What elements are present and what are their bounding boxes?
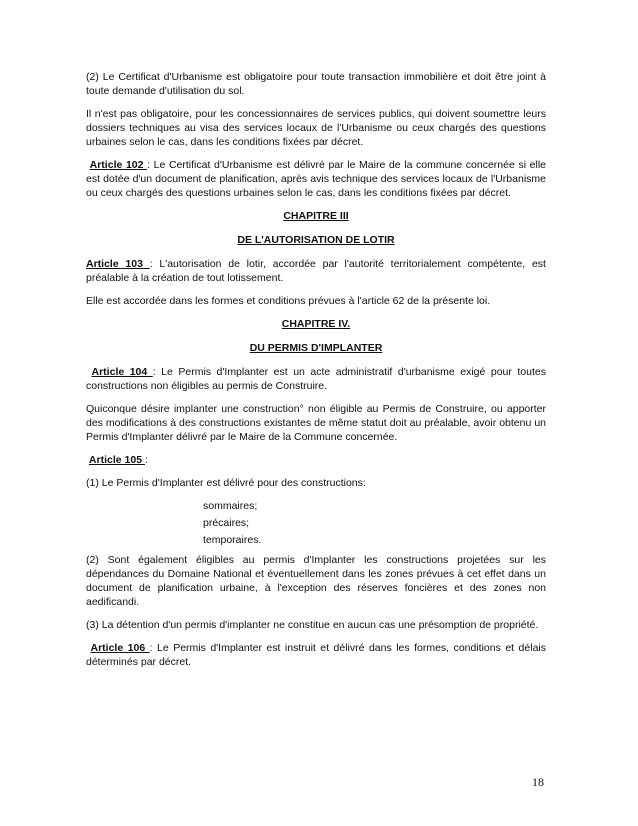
article-105 — [86, 453, 546, 467]
article-104-label: Article 104 — [91, 366, 153, 378]
document-body — [86, 70, 546, 678]
paragraph-certificat-obligatoire: (2) Le Certificat d'Urbanisme est obligatoire pour toute transaction immobilière et doit être joint à toute demande d'utilisation du sol. — [86, 71, 546, 97]
paragraph-105-3: (3) La détention d'un permis d'implanter ne constitue en aucun cas une présomption de propriété. — [86, 619, 539, 631]
article-102-label: Article 102 — [89, 159, 148, 171]
article-102 — [86, 158, 546, 200]
article-106-label: Article 106 — [90, 642, 150, 654]
article-105-label: Article 105 — [88, 454, 145, 466]
chapitre-3-heading: CHAPITRE III — [283, 210, 349, 222]
article-106 — [86, 641, 546, 669]
article-102-text: : Le Certificat d'Urbanisme est délivré par le Maire de la commune concernée si elle est dotée d'un document de planification, après avis technique des services locaux de l'Urbanisme ou ceux chargés des questions urbaines selon le cas, dans les conditions fixées par décret. — [86, 159, 546, 199]
list-item: précaires; — [203, 517, 250, 529]
paragraph-105-2: (2) Sont également éligibles au permis d'Implanter les constructions projetées sur les dépendances du Domaine National et éventuellement dans les zones prévues à cet effet dans un document de planification urbaine, à l'exception des réserves foncières et des zones non aedificandi. — [86, 554, 546, 608]
article-105-text: : — [144, 454, 148, 466]
article-103-label: Article 103 — [86, 258, 150, 270]
chapitre-4-heading: CHAPITRE IV. — [281, 318, 351, 330]
chapitre-4-title: DU PERMIS D'IMPLANTER — [249, 342, 383, 354]
article-103 — [86, 257, 546, 285]
article-104 — [86, 365, 546, 393]
chapitre-3-title: DE L'AUTORISATION DE LOTIR — [237, 234, 395, 246]
list-item: temporaires. — [203, 534, 262, 546]
list-item: sommaires; — [203, 500, 258, 512]
page-number: 18 — [532, 775, 544, 789]
article-106-text: : Le Permis d'Implanter est instruit et délivré dans les formes, conditions et délais déterminés par décret. — [86, 642, 546, 668]
paragraph-article-62: Elle est accordée dans les formes et conditions prévues à l'article 62 de la présente loi. — [86, 295, 491, 307]
paragraph-105-1: (1) Le Permis d'Implanter est délivré pour des constructions: — [86, 477, 366, 489]
article-103-text: : L'autorisation de lotir, accordée par l'autorité territorialement compétente, est préalable à la création de tout lotissement. — [86, 258, 546, 284]
paragraph-quiconque: Quiconque désire implanter une construction° non éligible au Permis de Construire, ou apporter des modifications à des constructions existantes de même statut doit au préalable, avoir obtenu un Permis d'Implanter délivré par le Maire de la Commune concernée. — [86, 403, 546, 443]
article-104-text: : Le Permis d'Implanter est un acte administratif d'urbanisme exigé pour toutes constructions non éligibles au permis de Construire. — [86, 366, 546, 392]
paragraph-concessionnaires: Il n'est pas obligatoire, pour les concessionnaires de services publics, qui doivent soumettre leurs dossiers techniques au visa des services locaux de l'Urbanisme ou ceux chargés des questions urbaines selon le cas, dans les conditions fixées par décret. — [86, 108, 546, 148]
